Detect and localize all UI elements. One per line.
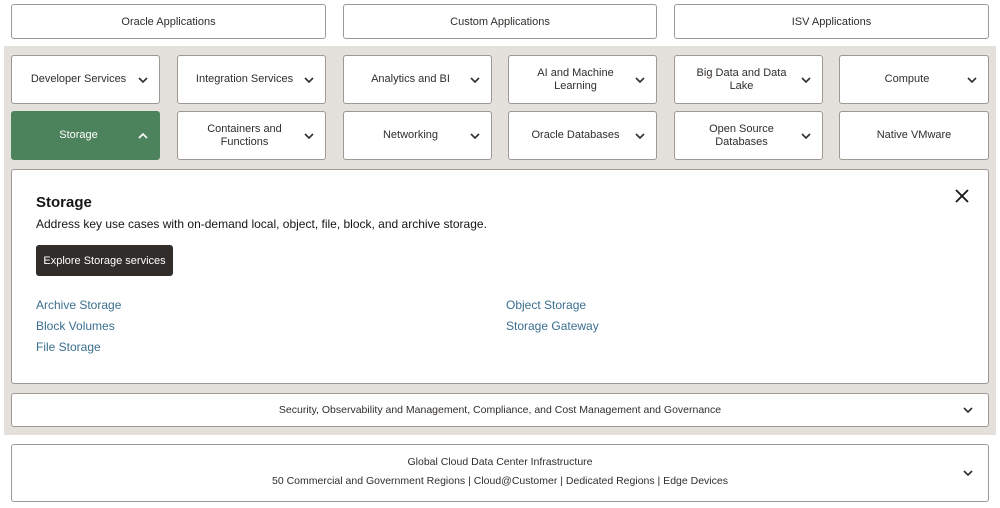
tile-label: Big Data and Data Lake: [696, 66, 787, 92]
chevron-down-icon: [137, 74, 149, 86]
link-block-volumes[interactable]: Block Volumes: [36, 319, 115, 333]
detail-description: Address key use cases with on-demand local, object, file, block, and archive storage.: [36, 217, 487, 231]
tile-oracle-databases[interactable]: [508, 111, 657, 160]
chevron-down-icon: [469, 74, 481, 86]
oracle-applications-button[interactable]: [11, 4, 326, 39]
chevron-down-icon: [634, 130, 646, 142]
tile-label: Open Source Databases: [709, 122, 774, 148]
tile-networking[interactable]: [343, 111, 492, 160]
tile-label: Developer Services: [30, 73, 127, 85]
tile-ai-and-machine-learning[interactable]: [508, 55, 657, 104]
tile-native-vmware[interactable]: [839, 111, 989, 160]
security-bar-label: Security, Observability and Management, Compliance, and Cost Management and Governance: [278, 404, 722, 416]
tile-label: Oracle Databases: [531, 129, 620, 141]
tile-open-source-databases[interactable]: [674, 111, 823, 160]
isv-applications-label: ISV Applications: [791, 15, 872, 28]
oracle-applications-label: Oracle Applications: [121, 15, 216, 28]
tile-label: Native VMware: [876, 129, 952, 141]
tile-label: Networking: [382, 129, 439, 141]
tile-containers-and-functions[interactable]: [177, 111, 326, 160]
chevron-down-icon: [469, 130, 481, 142]
chevron-down-icon: [303, 130, 315, 142]
tile-label: Integration Services: [195, 73, 294, 85]
tile-label: Compute: [884, 73, 930, 85]
tile-label: AI and Machine Learning: [537, 66, 614, 92]
storage-detail-panel: [11, 169, 989, 384]
custom-applications-button[interactable]: [343, 4, 657, 39]
chevron-down-icon: [962, 404, 974, 416]
global-infrastructure-accordion[interactable]: [11, 444, 989, 502]
tile-big-data-and-data-lake[interactable]: [674, 55, 823, 104]
global-title: Global Cloud Data Center Infrastructure: [407, 456, 593, 468]
link-storage-gateway[interactable]: Storage Gateway: [506, 319, 599, 333]
security-management-accordion[interactable]: [11, 393, 989, 427]
tile-storage[interactable]: [11, 111, 160, 160]
chevron-down-icon: [800, 130, 812, 142]
isv-applications-button[interactable]: [674, 4, 989, 39]
tile-developer-services[interactable]: [11, 55, 160, 104]
chevron-up-icon: [137, 130, 149, 142]
tile-label: Storage: [59, 129, 98, 141]
link-archive-storage[interactable]: Archive Storage: [36, 298, 122, 312]
custom-applications-label: Custom Applications: [450, 15, 550, 28]
link-file-storage[interactable]: File Storage: [36, 340, 101, 354]
tile-label: Analytics and BI: [371, 73, 450, 85]
close-icon[interactable]: [954, 188, 970, 204]
tile-label: Containers and Functions: [207, 122, 282, 148]
chevron-down-icon: [962, 467, 974, 479]
chevron-down-icon: [303, 74, 315, 86]
chevron-down-icon: [966, 74, 978, 86]
chevron-down-icon: [634, 74, 646, 86]
tile-analytics-and-bi[interactable]: [343, 55, 492, 104]
global-subtitle: 50 Commercial and Government Regions | Cloud@Customer | Dedicated Regions | Edge Devices: [272, 475, 728, 487]
tile-compute[interactable]: [839, 55, 989, 104]
tile-integration-services[interactable]: [177, 55, 326, 104]
detail-title: Storage: [36, 194, 92, 211]
explore-storage-button[interactable]: Explore Storage services: [36, 245, 173, 276]
chevron-down-icon: [800, 74, 812, 86]
link-object-storage[interactable]: Object Storage: [506, 298, 587, 312]
